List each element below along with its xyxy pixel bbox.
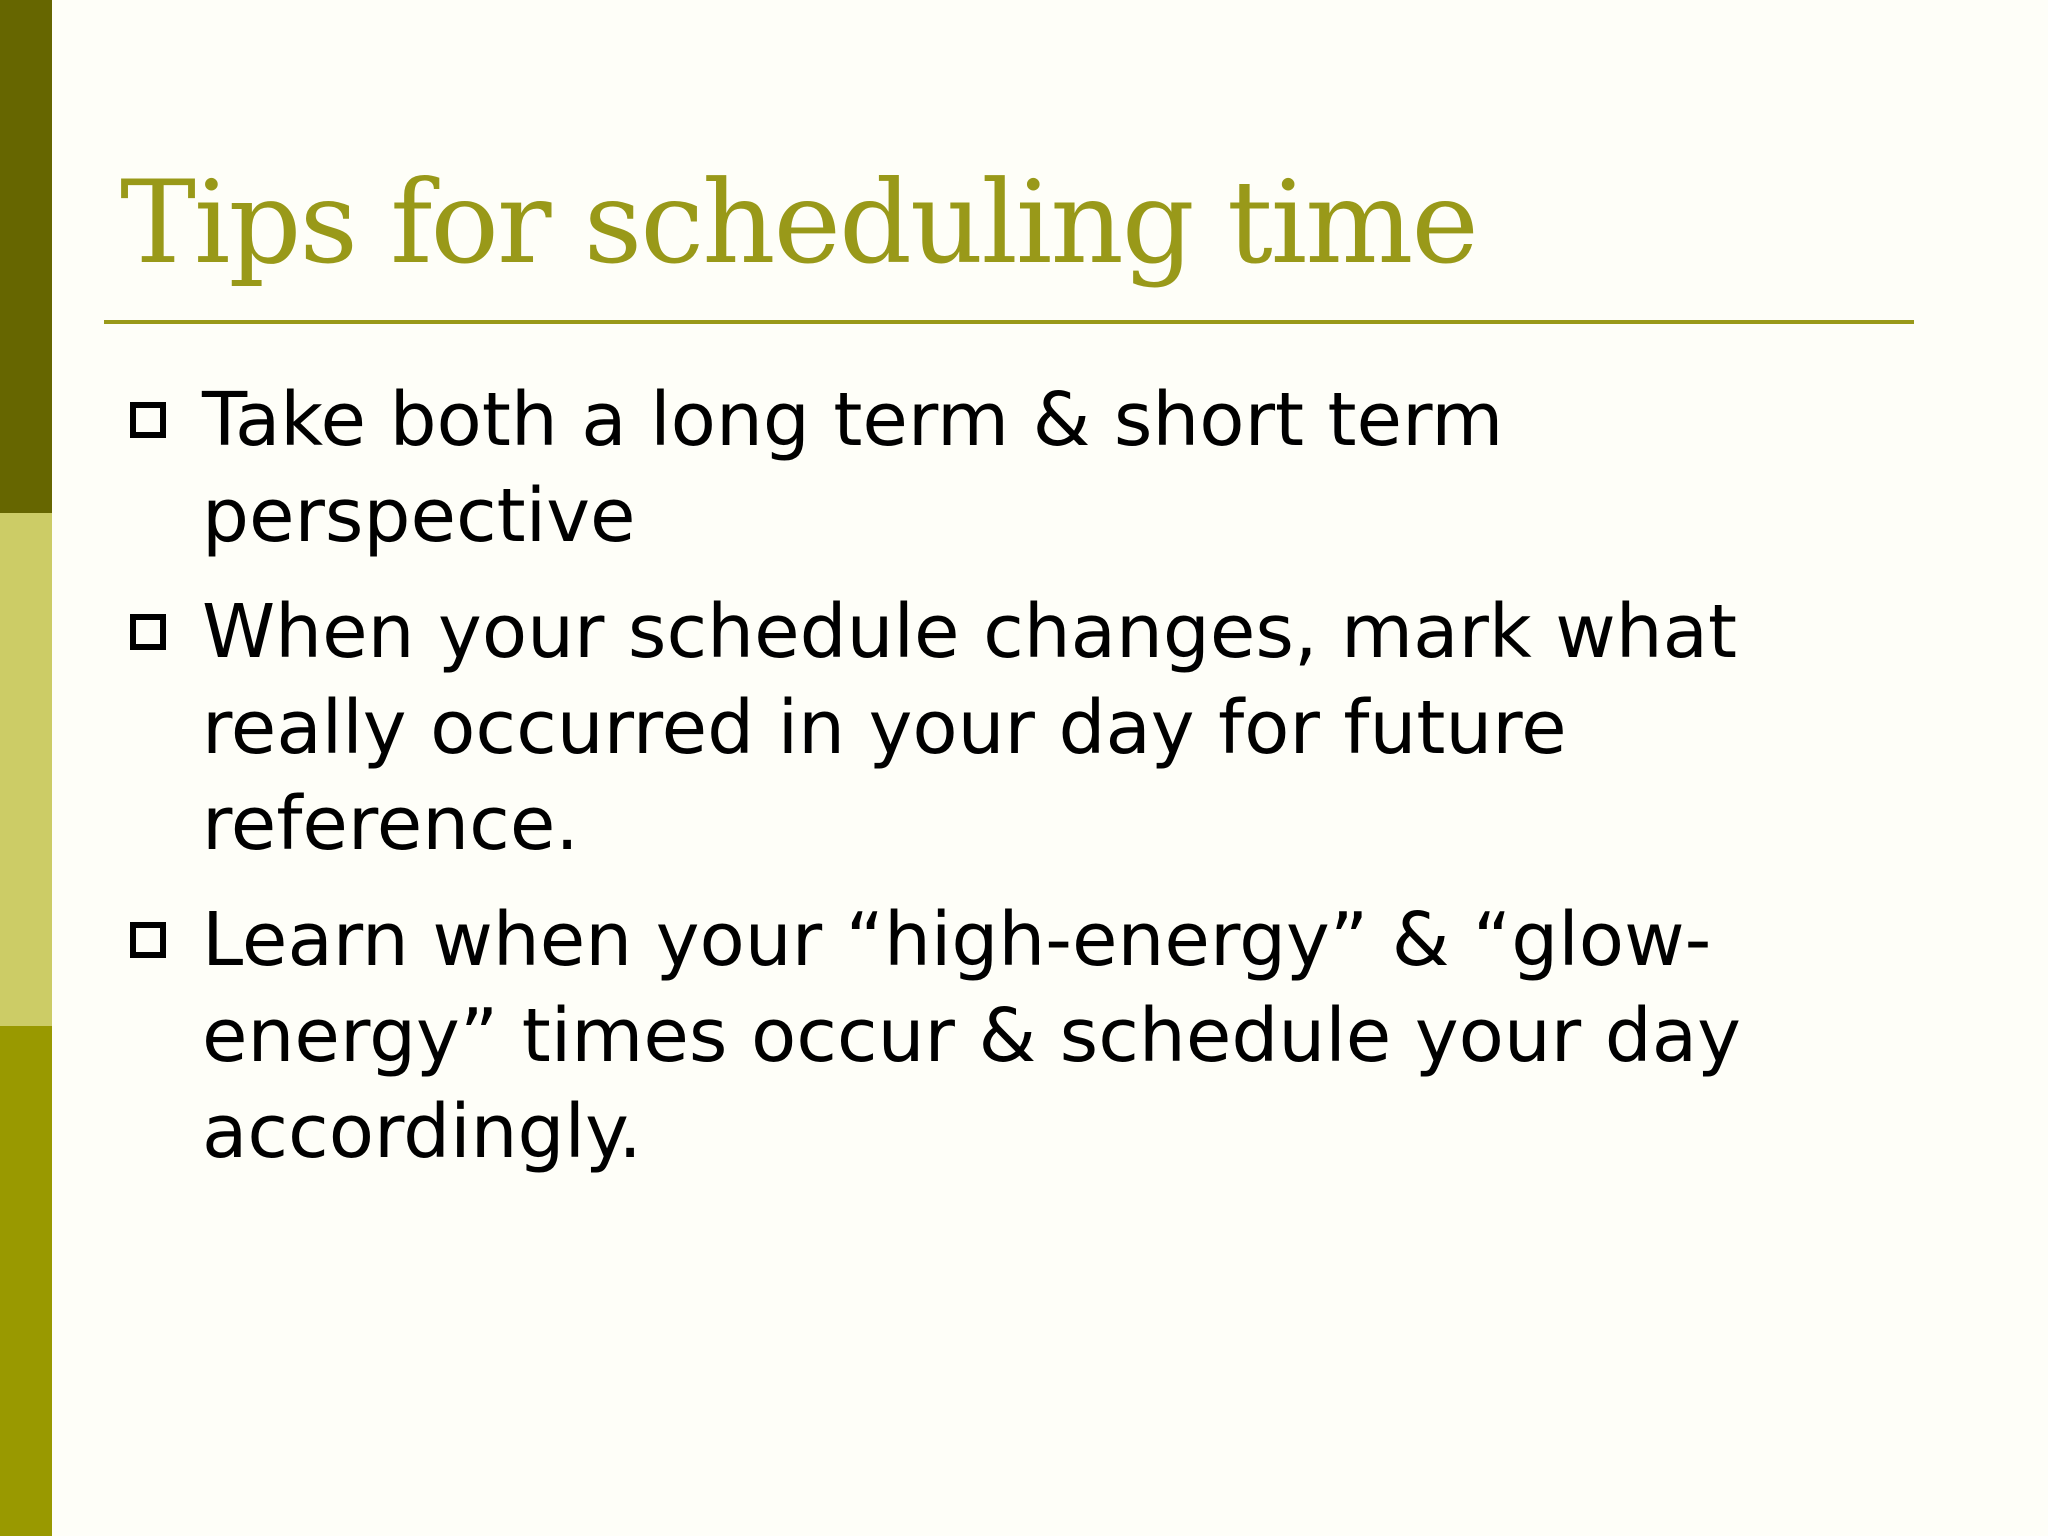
- bullet-item: [128, 584, 1928, 872]
- sidebar-olive-segment: [0, 1026, 52, 1536]
- hollow-square-icon: [130, 922, 166, 958]
- bullet-item: [128, 372, 1928, 564]
- hollow-square-icon: [130, 614, 166, 650]
- title-underline: [104, 320, 1914, 324]
- bullet-text: Take both a long term & short term perspective: [202, 377, 1504, 559]
- sidebar-dark-segment: [0, 0, 52, 513]
- bullet-list: [128, 372, 1928, 1200]
- hollow-square-icon: [130, 402, 166, 438]
- bullet-text: Learn when your “high-energy” & “glow- energy” times occur & schedule your day accordingly.: [202, 897, 1741, 1175]
- sidebar-light-segment: [0, 513, 52, 1026]
- bullet-text: When your schedule changes, mark what really occurred in your day for future reference.: [202, 589, 1738, 867]
- bullet-item: [128, 892, 1928, 1180]
- slide-title: Tips for scheduling time: [120, 156, 1477, 289]
